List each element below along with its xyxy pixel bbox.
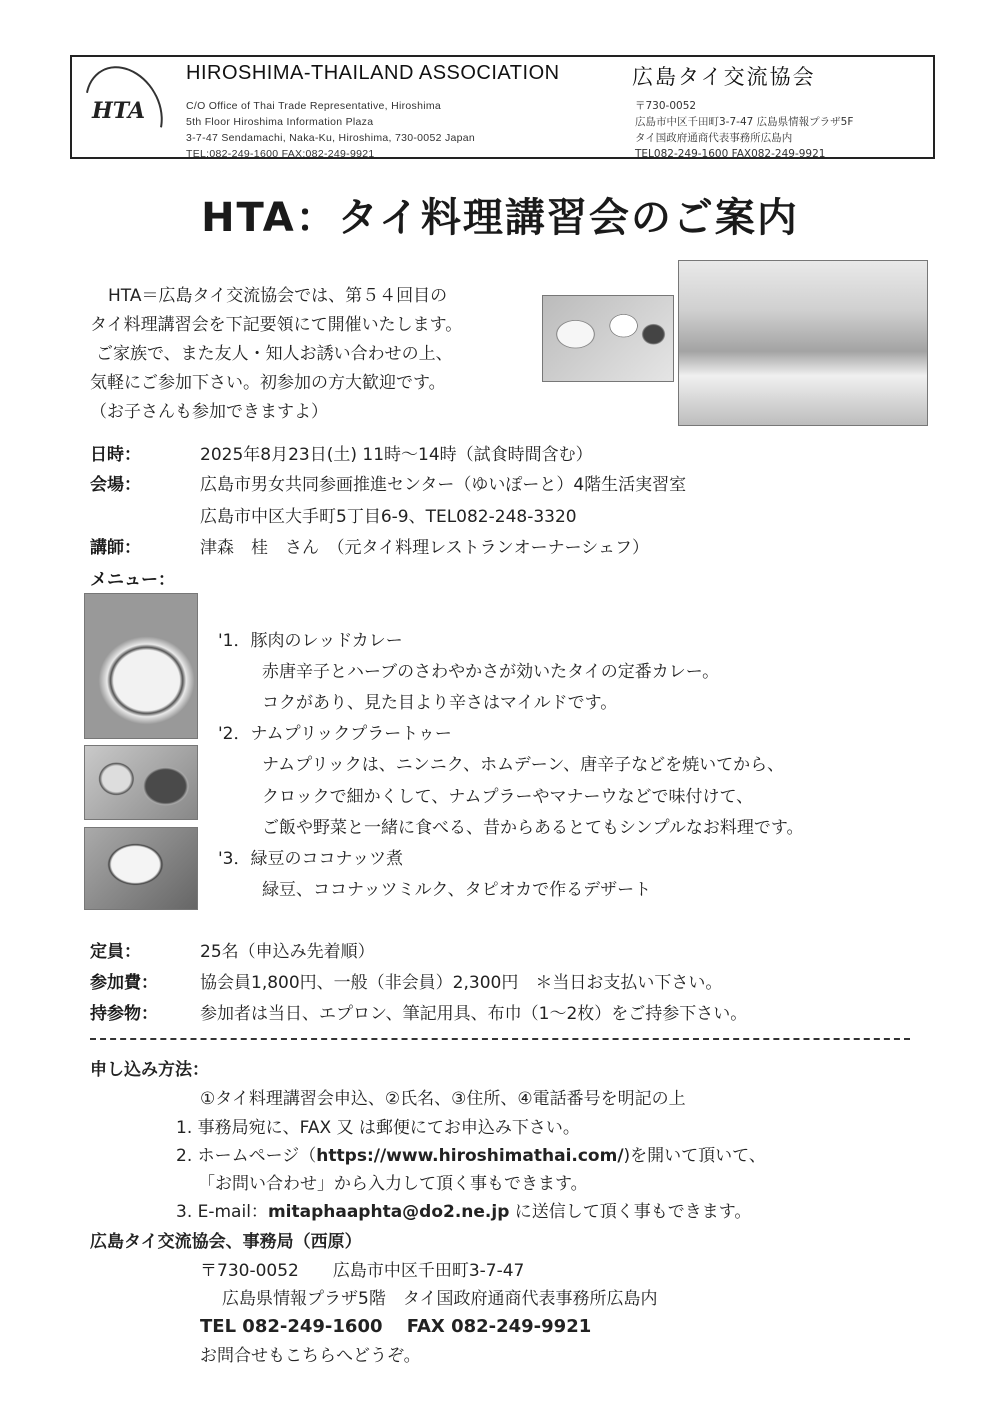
bring-value: 参加者は当日、エプロン、筆記用具、布巾（1～2枚）をご持参下さい。 — [200, 1004, 748, 1024]
divider — [90, 1038, 910, 1040]
cooking-class-photo — [678, 260, 928, 426]
menu-item-2-line: ナムプリックは、ニンニク、ホムデーン、唐辛子などを焼いてから、 — [262, 755, 785, 775]
apply-item-2-pre: 2. ホームページ（ — [176, 1146, 317, 1166]
menu-item-1-heading: '1．豚肉のレッドカレー — [218, 631, 403, 651]
menu-item-2-line: クロックで細かくして、ナムプラーやマナーウなどで味付けて、 — [262, 787, 754, 807]
menu-item-1-line: 赤唐辛子とハーブのさわやかさが効いたタイの定番カレー。 — [262, 662, 720, 682]
mung-bean-dessert-photo — [84, 827, 198, 910]
intro-line: 気軽にご参加下さい。初参加の方大歓迎です。 — [90, 373, 446, 393]
apply-item-2 — [176, 1141, 766, 1166]
address-en-line: TEL:082-249-1600 FAX:082-249-9921 — [186, 148, 375, 160]
address-en — [186, 98, 475, 162]
association-name-en: HIROSHIMA-THAILAND ASSOCIATION — [186, 62, 560, 84]
intro-line: HTA＝広島タイ交流協会では、第５４回目の — [108, 286, 448, 306]
page-title: HTA：タイ料理講習会のご案内 — [201, 195, 799, 241]
apply-item-1: 1. 事務局宛に、FAX 又 は郵便にてお申込み下さい。 — [176, 1118, 580, 1138]
menu-item-3-line: 緑豆、ココナッツミルク、タピオカで作るデザート — [262, 880, 652, 900]
office-postal: 〒730-0052 広島市中区千田町3-7-47 — [200, 1261, 525, 1281]
email-link[interactable]: mitaphaaphta@do2.ne.jp — [267, 1202, 510, 1222]
address-en-line: 3-7-47 Sendamachi, Naka-Ku, Hiroshima, 730-0052 Japan — [186, 132, 476, 144]
instructor-value: 津森 桂 さん （元タイ料理レストランオーナーシェフ） — [200, 538, 649, 558]
intro-paragraph — [90, 282, 535, 427]
apply-intro: ①タイ料理講習会申込、②氏名、③住所、④電話番号を明記の上 — [200, 1089, 686, 1109]
address-en-line: C/O Office of Thai Trade Representative, Hiroshima — [186, 100, 442, 112]
office-closing: お問合せもこちらへどうぞ。 — [200, 1346, 421, 1366]
intro-line: タイ料理講習会を下記要領にて開催いたします。 — [90, 315, 463, 335]
address-en-line: 5th Floor Hiroshima Information Plaza — [186, 116, 374, 128]
address-jp-line: タイ国政府通商代表事務所広島内 — [635, 132, 793, 144]
address-jp-line: 広島市中区千田町3-7-47 広島県情報プラザ5F — [635, 116, 854, 128]
intro-line: ご家族で、また友人・知人お誘い合わせの上、 — [96, 344, 453, 364]
intro-line: （お子さんも参加できますよ） — [90, 402, 328, 422]
address-jp-line: 〒730-0052 — [635, 100, 697, 112]
date-label: 日時： — [90, 445, 141, 465]
fee-value: 協会員1,800円、一般（非会員）2,300円 ＊当日お支払い下さい。 — [200, 973, 723, 993]
logo: HTA — [92, 98, 146, 124]
venue-value: 広島市男女共同参画推進センター（ゆいぽーと）4階生活実習室 — [200, 475, 687, 495]
capacity-value: 25名（申込み先着順） — [200, 942, 375, 962]
apply-item-2-cont: 「お問い合わせ」から入力して頂く事もできます。 — [198, 1174, 588, 1194]
menu-label: メニュー： — [90, 570, 175, 590]
thai-dishes-photo — [542, 295, 674, 382]
fee-label: 参加費： — [90, 973, 158, 993]
venue-address: 広島市中区大手町5丁目6-9、TEL082-248-3320 — [200, 507, 577, 527]
venue-label: 会場： — [90, 475, 141, 495]
homepage-link[interactable]: https://www.hiroshimathai.com/ — [316, 1146, 624, 1166]
nam-prik-photo — [84, 745, 198, 820]
menu-item-2-heading: '2．ナムプリックプラートゥー — [218, 724, 452, 744]
apply-item-3 — [176, 1197, 751, 1222]
instructor-label: 講師： — [90, 538, 141, 558]
office-tel-fax: TEL 082-249-1600 FAX 082-249-9921 — [200, 1316, 592, 1337]
apply-item-3-post: に送信して頂く事もできます。 — [509, 1202, 752, 1222]
menu-item-3-heading: '3．緑豆のココナッツ煮 — [218, 849, 404, 869]
address-jp — [635, 98, 853, 162]
date-value: 2025年8月23日(土) 11時～14時（試食時間含む） — [200, 445, 593, 465]
red-curry-photo — [84, 593, 198, 739]
bring-label: 持参物： — [90, 1004, 158, 1024]
apply-item-2-post: )を開いて頂いて、 — [623, 1146, 766, 1166]
menu-item-2-line: ご飯や野菜と一緒に食べる、昔からあるとてもシンプルなお料理です。 — [262, 818, 804, 838]
association-name-jp: 広島タイ交流協会 — [632, 65, 816, 89]
menu-item-1-line: コクがあり、見た目より辛さはマイルドです。 — [262, 693, 618, 713]
apply-item-3-pre: 3. E-mail： — [176, 1202, 268, 1222]
apply-heading: 申し込み方法： — [90, 1060, 209, 1080]
capacity-label: 定員： — [90, 942, 141, 962]
office-name: 広島タイ交流協会、事務局（西原） — [90, 1232, 362, 1252]
office-building: 広島県情報プラザ5階 タイ国政府通商代表事務所広島内 — [222, 1289, 658, 1309]
address-jp-line: TEL082-249-1600 FAX082-249-9921 — [635, 148, 826, 160]
